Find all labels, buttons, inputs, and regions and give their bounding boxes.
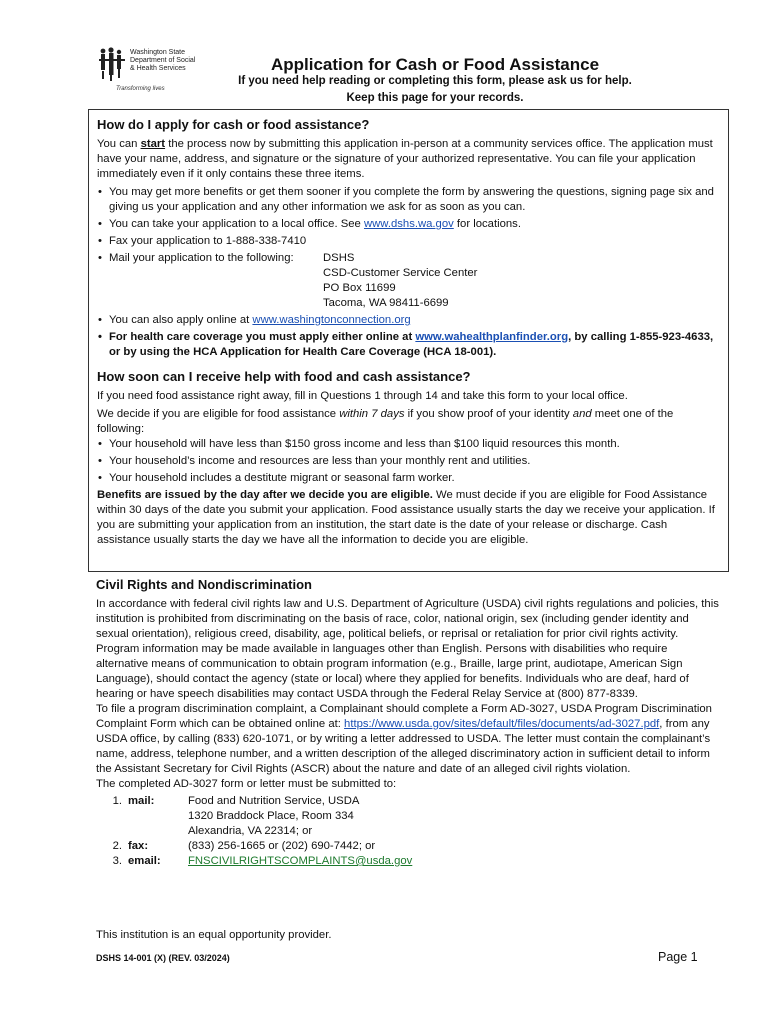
list-item: • Your household includes a destitute migrant or seasonal farm worker.: [97, 471, 718, 486]
civil-rights-section: [96, 577, 721, 869]
civil-p4: The completed AD-3027 form or letter must be submitted to:: [96, 778, 397, 790]
list-item: • For health care coverage you must apply either online at www.wahealthplanfinder.org, by calling 1-855-923-4633, or by using the HCA Application for Health Care Coverage (HCA 18-001).: [97, 330, 718, 360]
apply-intro: You can start the process now by submitting this application in-person at a community services office. The application must have your name, address, and signature or the signature of your authorized representative. You can file your application immediately even if it only contains these three items.: [97, 138, 713, 180]
washington-connection-link[interactable]: www.washingtonconnection.org: [252, 314, 411, 326]
civil-p1: In accordance with federal civil rights law and U.S. Department of Agriculture (USDA) civil rights regulations and policies, this institution is prohibited from discriminating on the basis of race, color, national origin, sex (including gender identity and sexual orientation), religious creed, disability, age, political beliefs, or reprisal or retaliation for prior civil rights activity.: [96, 598, 719, 640]
mail-address: DSHS CSD-Customer Service Center PO Box 11699 Tacoma, WA 98411-6699: [323, 252, 478, 309]
info-box: [88, 109, 729, 572]
start-emphasis: start: [140, 138, 166, 150]
usda-email-link[interactable]: FNSCIVILRIGHTSCOMPLAINTS@usda.gov: [188, 855, 413, 867]
list-item: • You can take your application to a local office. See www.dshs.wa.gov for locations.: [97, 217, 718, 232]
soon-p2: We decide if you are eligible for food assistance within 7 days if you show proof of your identity and meet one of the following:: [97, 408, 674, 435]
healthplanfinder-link[interactable]: www.wahealthplanfinder.org: [415, 331, 569, 343]
keep-notice: Keep this page for your records.: [346, 92, 524, 104]
ad3027-link[interactable]: https://www.usda.gov/sites/default/files/documents/ad-3027.pdf: [344, 718, 660, 730]
equal-opportunity: This institution is an equal opportunity provider.: [96, 929, 332, 941]
dshs-link[interactable]: www.dshs.wa.gov: [363, 218, 454, 230]
form-number: DSHS 14-001 (X) (REV. 03/2024): [96, 953, 230, 963]
apply-list: [97, 185, 718, 360]
logo-org-name: Washington State Department of Social & Health Services: [130, 49, 196, 72]
list-item: 3. email: FNSCIVILRIGHTSCOMPLAINTS@usda.gov: [112, 855, 413, 867]
page-number: Page 1: [658, 950, 698, 964]
list-item: 2. fax: (833) 256-1665 or (202) 690-7442; or: [112, 840, 376, 852]
civil-heading: Civil Rights and Nondiscrimination: [96, 577, 312, 592]
logo-tagline: Transforming lives: [116, 86, 165, 92]
list-item: • Fax your application to 1-888-338-7410: [97, 234, 718, 249]
apply-heading: How do I apply for cash or food assistance?: [97, 117, 370, 132]
eligibility-list: [97, 437, 718, 486]
list-item: • Mail your application to the following: DSHS CSD-Customer Service Center PO Box 11699 Tacoma, WA 98411-6699: [97, 251, 718, 311]
civil-p3: To file a program discrimination complaint, a Complainant should complete a Form AD-3027, USDA Program Discrimination Complaint Form which can be obtained online at: https://www.usda.gov/sites/default/files/documents/ad-3027.pdf, from any USDA office, by calling (833) 620-1071, or by writing a letter addressed to USDA. The letter must contain the complainant’s name, address, telephone number, and a written description of the alleged discriminatory action in sufficient detail to inform the Assistant Secretary for Civil Rights (ASCR) about the nature and date of an alleged civil rights violation.: [96, 703, 712, 775]
list-item: • Your household’s income and resources are less than your monthly rent and utilities.: [97, 454, 718, 469]
list-item: • You may get more benefits or get them sooner if you complete the form by answering the questions, signing page six and giving us your application and any other information we ask for as soon as you can.: [97, 185, 718, 215]
list-item: • You can also apply online at www.washingtonconnection.org: [97, 313, 718, 328]
civil-p2: Program information may be made available in languages other than English. Persons with disabilities who require alternative means of communication to obtain program information (e.g., Braille, large print, audiotape, American Sign Language), should contact the agency (state or local) where they applied for benefits. Individuals who are deaf, hard of hearing or have speech disabilities may contact USDA through the Federal Relay Service at (800) 877-8339.: [96, 643, 689, 700]
page-title: Application for Cash or Food Assistance: [270, 55, 600, 74]
list-item: • Your household will have less than $150 gross income and less than $100 liquid resources this month.: [97, 437, 718, 452]
soon-p3: Benefits are issued by the day after we decide you are eligible. We must decide if you are eligible for Food Assistance within 30 days of the date you submit your application. Food assistance usually starts the day we receive your application. If you are submitting your application from an institution, the start date is the date of your release or discharge. Cash assistance usually starts the day we have all the information to decide you are eligible.: [97, 489, 715, 546]
submission-methods: [96, 794, 721, 869]
help-notice: If you need help reading or completing this form, please ask us for help.: [238, 75, 632, 87]
soon-p1: If you need food assistance right away, fill in Questions 1 through 14 and take this form to your local office.: [97, 390, 628, 402]
list-item: 1. mail: Food and Nutrition Service, USDA 1320 Braddock Place, Room 334 Alexandria, VA 22314; or: [112, 795, 360, 837]
soon-heading: How soon can I receive help with food and cash assistance?: [97, 369, 471, 384]
